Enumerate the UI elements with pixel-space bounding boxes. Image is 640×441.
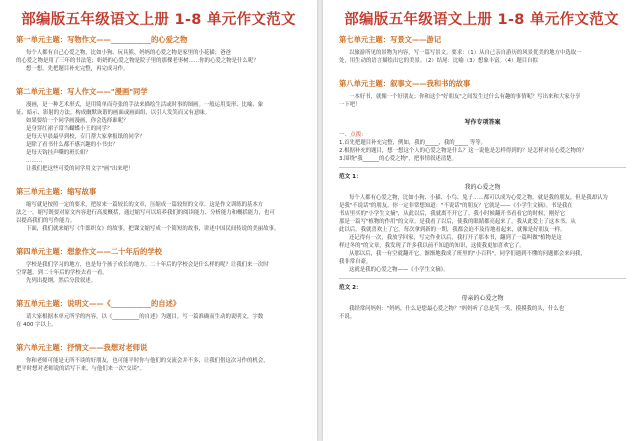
sample-line: 我非常自豪。 — [339, 259, 372, 265]
section-heading: 第一单元主题：写物作文——___________的心爱之物 — [16, 35, 188, 44]
sample-line: 那是一篇写"植物的作用"的文章。是我看了以后，使我的眼睛都亮起来了，我从此爱上了这本书。从 — [339, 219, 576, 225]
section-heading: 第八单元主题：叙事文——我和书的故事 — [339, 79, 471, 88]
paragraph-line: 在 400 字以上。 — [16, 322, 57, 328]
section-unit-7 — [339, 35, 626, 65]
sample-line: 样过冬的"的文章，我发现了许多我以前不知道的知识，这使我更加喜欢它了。 — [339, 243, 525, 249]
paragraph-line: 请大家根据本单元所学的内容，以《__________的自述》为题目，写一篇准确而生动的说明文，字数 — [26, 314, 264, 320]
answer-title: 写作专项答案 — [464, 119, 501, 126]
left-page-body — [0, 35, 317, 373]
paragraph-line: 是身穿红裙子常当蝴蝶小王的同学？ — [26, 126, 113, 132]
paragraph-line: 是每天钩挂声嘶的班长姐？ — [26, 150, 91, 156]
section-unit-8 — [339, 79, 626, 109]
divider — [339, 278, 626, 279]
paragraph-line: 下面，我们就来缩写《牛郎织女》的故事，把课文缩写成一个简短的故事，讲述中国民间传说的美丽故事。 — [26, 226, 280, 232]
paragraph-line: 的心爱之物是用了三年的书法笔；奶奶的心爱之物是院子里的那棵老枣树……你的心爱之物是什么呢？ — [16, 58, 259, 64]
sample-line: 还记得有一次，我放学回家，写完作业以后，我打开了那本书，翻到了一篇叫做"植物是这 — [349, 235, 562, 241]
sample-line: 不说。 — [339, 314, 356, 320]
right-page-body — [323, 35, 640, 321]
paragraph-line: 处，用生动的语言描绘出它的美景。（2）结尾：比喻（3）想象丰富。（4）题目自拟 — [339, 58, 538, 64]
sample-label: 范文 1： — [339, 174, 362, 180]
page-title: 部编版五年级语文上册 1-8 单元作文范文 — [21, 12, 296, 28]
section-heading: 第三单元主题：缩写故事 — [16, 187, 97, 196]
section-unit-5 — [16, 299, 303, 329]
section-unit-4 — [16, 247, 303, 285]
tip-line: 1.首先把题目补充完整，例如，我的_____，我的_____ 等等。 — [339, 140, 487, 146]
section-heading: 第五单元主题：说明文——《___________的自述》 — [16, 299, 181, 308]
paragraph-line: 是每天早晨最早到校，专门帮大家拿报纸的同学？ — [26, 134, 145, 140]
paragraph-line: 征、暗示、影射的方法。构成幽默诙谐的画面或画面组，以引人发笑而又有意味。 — [16, 110, 211, 116]
tip-line: 2.根据补充的题目，想一想这个人的心爱之物是什么？这一说他是怎样得到的？是怎样对待心爱之物的？ — [339, 148, 587, 154]
part-label: 一、点拨： — [339, 132, 367, 138]
section-heading: 第六单元主题：抒情文——我想对老师说 — [16, 343, 148, 352]
left-page — [0, 0, 317, 441]
divider — [339, 167, 626, 168]
sample-line: 书店里买的"小学生文摘"，从此以后，我就离不开它了。我小时候翻开书看看它的时候，刚好它 — [339, 211, 565, 217]
sample-line: 每个人都有心爱之物，比如小狗、小猫、小鸟、兔子……都可以成为心爱之物。就是我的朋友，但是我却认为 — [349, 195, 608, 201]
paragraph-line: 让我们把这些可爱的同学用文字"画"出来吧！ — [26, 166, 134, 172]
sample-title: 母亲的心爱之物 — [461, 295, 504, 302]
section-unit-2 — [16, 87, 303, 173]
sample-line: 这就是我的心爱之物——《小学生文摘》。 — [349, 267, 449, 273]
section-heading: 第四单元主题：想象作文——二十年后的学校 — [16, 247, 162, 256]
paragraph-line: 是除了看书什么都不感兴趣的小书虫？ — [26, 142, 118, 148]
section-heading: 第七单元主题：写景文——游记 — [339, 35, 442, 44]
section-unit-1 — [16, 35, 303, 73]
sample-line: 从那以后，我一有空就翻开它，渐渐地我成了班里的"小百科"，同学们遇到不懂的问题都会来问我， — [349, 251, 586, 257]
section-heading: 第二单元主题：写人作文——"漫画"同学 — [16, 87, 148, 96]
paragraph-line: 空穿越，到二十年后的学校去看一看。 — [16, 270, 108, 276]
paragraph-line: 漫画，是一种艺术形式，是用简单而夸张的手法来描绘生活或时事的图画。一般运用变形、比喻、象 — [26, 102, 264, 108]
paragraph-line: 如果要给一个同学画漫画，你会选择谁呢？ — [26, 118, 129, 124]
sample-line: 我经常问妈妈："妈妈，什么是您最心爱之物？"妈妈听了总是笑一笑，摸摸我的头，什么也 — [349, 306, 565, 312]
paragraph-line: 以提高我们的写作能力。 — [16, 218, 76, 224]
tip-line: 3.围绕"我______的心爱之物"，把事情叙述清楚。 — [339, 156, 457, 162]
paragraph-line: 把平时想对老师说的话写下来，与他们来一次"交谈"。 — [16, 366, 145, 372]
paragraph-line: 想一想，先把题目补充完整，再完成习作。 — [26, 66, 129, 72]
page-title: 部编版五年级语文上册 1-8 单元作文范文 — [344, 12, 619, 28]
paragraph-line: 法之一。缩写既要对原文内容进行高度概括，通过缩写可以培养我们的阅读能力、分析能力和概括能力，也可 — [16, 210, 275, 216]
paragraph-line: 学校是我们学习的地方，也是每个孩子成长的地方。二十年后的学校会是什么样的呢？让我们来一次时 — [26, 262, 269, 268]
paragraph-line: 每个人都有自己心爱之物，比如小狗、玩具熊、妈妈的心爱之物是家里的小花猫；爸爸 — [26, 50, 231, 56]
section-unit-3 — [16, 187, 303, 233]
sample-title: 我的心爱之物 — [464, 184, 501, 191]
sample-label: 范文 2： — [339, 285, 362, 291]
right-page — [323, 0, 640, 441]
paragraph-line: 你和老师可能是无所不谈的好朋友，也可能平时你与他们的交流会并不多，让我们借这次习作的机会， — [26, 358, 269, 364]
sample-line: 是我"不说话"的朋友，你一定非常想知道："不说话"的朋友？它就是——《小学生文摘》。书是我在 — [339, 203, 573, 209]
sample-line: 此以后，我就喜欢上了它。每次拿到新的一期，我都会迫不及待地看起来，就像是好朋友一样。 — [339, 227, 566, 233]
paragraph-line: ……… — [26, 158, 43, 164]
paragraph-line: 先列出提纲，然后分段叙述。 — [26, 278, 97, 284]
paragraph-line: 一下吧！ — [339, 102, 361, 108]
section-unit-6 — [16, 343, 303, 373]
paragraph-line: 一本好书，就像一个好朋友；你和这个"好朋友"之间发生过什么有趣的事情呢？写出来和大家分享 — [349, 94, 581, 100]
paragraph-line: 缩写就是按照一定的要求，把原来一篇较长的文章，压缩成一篇较短的文章。这是作文训练的基本方 — [26, 202, 264, 208]
paragraph-line: 以旅游所见的景物为内容，写一篇写景文。要求：（1）从自己亲自游历的风景优美的地方中选取一 — [349, 50, 582, 56]
